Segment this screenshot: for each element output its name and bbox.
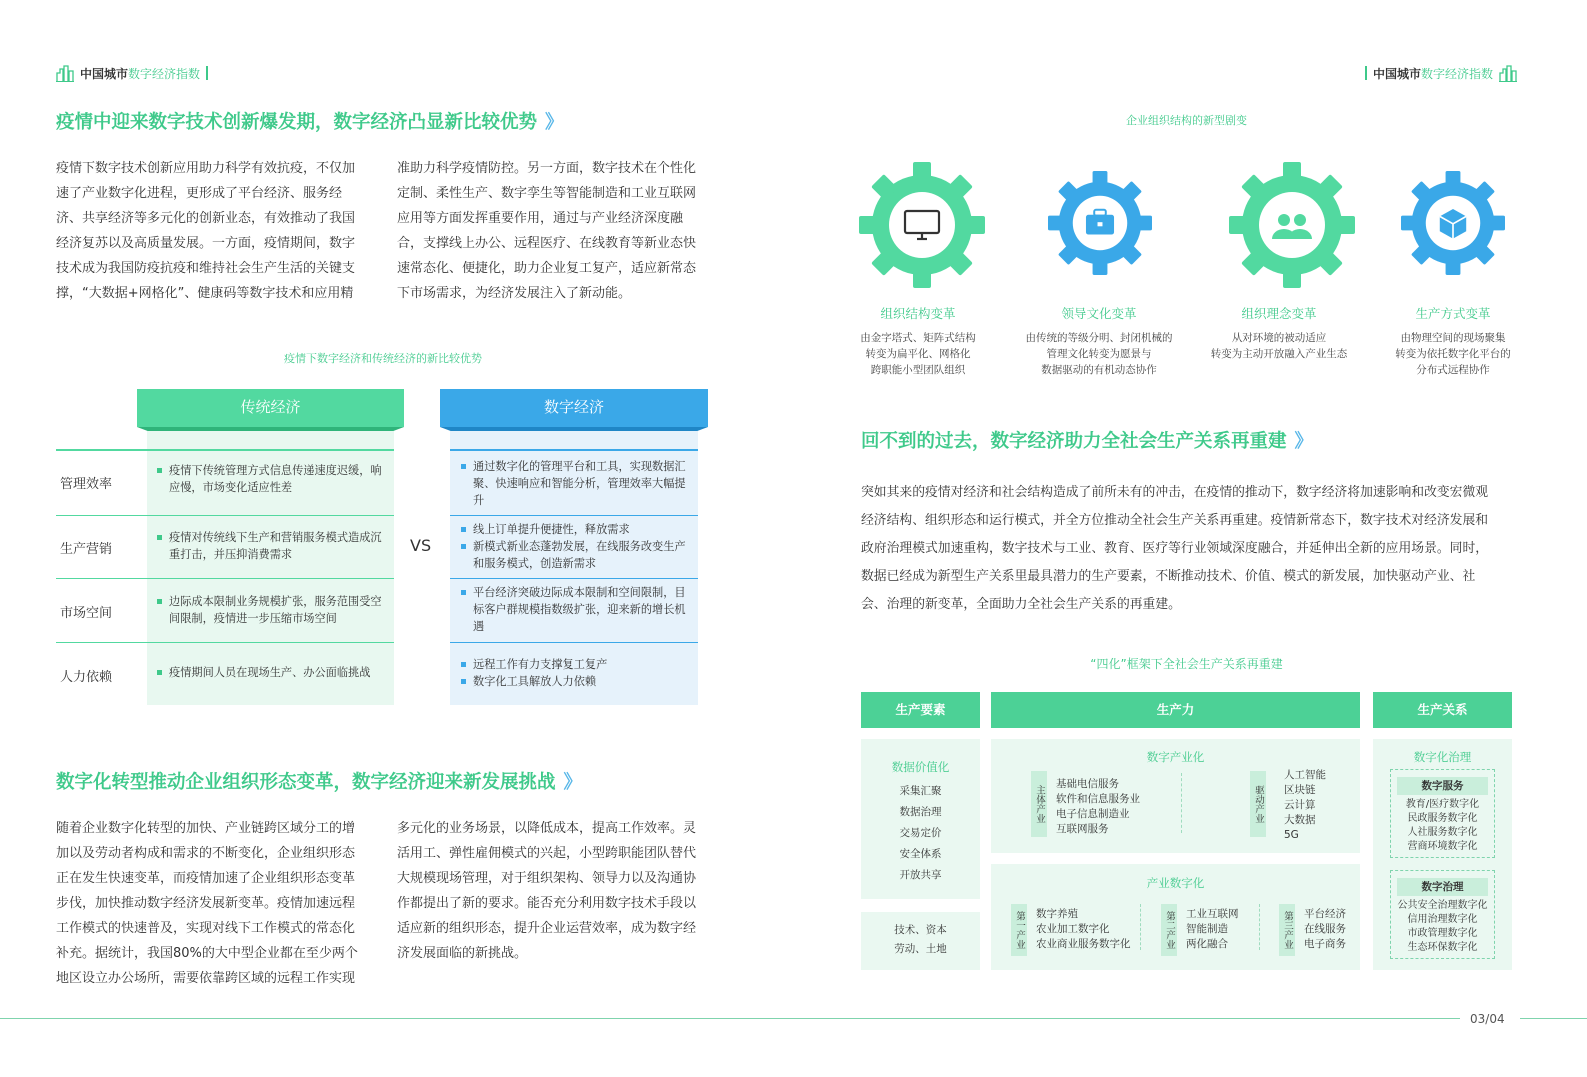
gear-shape [859, 162, 985, 288]
table-rule [56, 578, 394, 579]
framework-head-productivity: 生产力 [991, 692, 1360, 728]
gear-title: 组织结构变革 [880, 306, 956, 321]
tag-driving-industry: 驱动产业 [1250, 771, 1266, 837]
pane-title: 产业数字化 [1146, 876, 1205, 890]
traditional-cell: 边际成本限制业务规模扩张，服务范围受空间限制，疫情进一步压缩市场空间 [157, 593, 387, 627]
gear-desc: 由传统的等级分明、封闭机械的 管理文化转变为愿景与 数据驱动的有机动态协作 [1025, 332, 1173, 376]
chevron-double-icon: 》 [563, 772, 583, 793]
section1-col2: 准助力科学疫情防控。另一方面，数字技术在个性化 定制、柔性生产、数字孪生等智能制造和工业互联网 应用等方面发挥重要作用，通过与产业经济深度融 合，支撑线上办公、远程医疗、在线教育等新业态快 速常态化、便捷化，助力企业复工复产，适应新常态 下市场需求，为经济发展注入了新动能。 [397, 161, 697, 301]
pane-title: 数据价值化 [891, 760, 950, 774]
factor-list: 采集汇聚 数据治理 交易定价 安全体系 开放共享 [899, 785, 942, 881]
footer-rule [1520, 1018, 1587, 1019]
divider [1259, 904, 1260, 950]
brand-text: 中国城市 [80, 66, 129, 81]
brand-text: 中国城市 [1373, 66, 1422, 81]
gear-shape [1048, 171, 1152, 275]
table-rule [56, 515, 394, 516]
digital-governance-box: 数字治理 公共安全治理数字化 信用治理数字化 市政管理数字化 生态环保数字化 [1390, 870, 1495, 959]
gear-desc: 由物理空间的现场聚集 转变为依托数字化平台的 分布式远程协作 [1395, 332, 1511, 376]
traditional-factors-pane: 技术、资本 劳动、土地 [861, 912, 980, 970]
section-title-1: 疫情中迎来数字技术创新爆发期，数字经济凸显新比较优势 》 [56, 112, 564, 133]
gear-title: 组织理念变革 [1241, 306, 1317, 321]
gear-desc: 从对环境的被动适应 转变为主动开放融入产业生态 [1210, 332, 1348, 360]
row-label: 市场空间 [60, 606, 113, 621]
city-logo-icon [56, 64, 74, 82]
left-header [56, 64, 208, 82]
digital-cell: 线上订单提升便捷性，释放需求 新模式新业态蓬勃发展，在线服务改变生产和服务模式，创造新需求 [461, 521, 693, 572]
traditional-cell: 疫情对传统线下生产和营销服务模式造成沉重打击，并压抑消费需求 [157, 529, 387, 563]
tag-secondary-industry: 第二产业 [1161, 904, 1177, 956]
section2-col2: 多元化的业务场景，以降低成本，提高工作效率。灵 活用工、弹性雇佣模式的兴起，小型跨职能团队替代 大规模现场管理，对于组织架构、领导力以及沟通协 作都提出了新的要求。能否充分利用数字技术手段以 适应新的组织形态，提升企业运营效率，成为数字经 济发展面临的新挑战。 [397, 821, 697, 961]
framework-head-factors: 生产要素 [861, 692, 980, 728]
right-header [1365, 64, 1517, 82]
section-title-3: 回不到的过去，数字经济助力全社会生产关系再重建 》 [861, 431, 1314, 452]
chevron-double-icon: 》 [1294, 431, 1314, 452]
tag-primary-industry: 第一产业 [1011, 904, 1027, 956]
city-logo-icon [1499, 64, 1517, 82]
section3-body: 突如其来的疫情对经济和社会结构造成了前所未有的冲击，在疫情的推动下，数字经济将加速影响和改变宏微观 经济结构、组织形态和运行模式，并全方位推动全社会生产关系再重建。疫情新常态下，数字技术对经济发展和 政府治理模式加速重构，数字技术与工业、教育、医疗等行业领域深度融合，并延伸出全新的应用场景。同时， 数据已经成为新型生产关系里最具潜力的生产要素，不断推动技术、价值、模式的新发展，加快驱动产业、社 会、治理的新变革，全面助力全社会生产关系的再重建。 [861, 485, 1489, 612]
row-label: 人力依赖 [60, 670, 113, 685]
tag-tertiary-industry: 第三产业 [1279, 904, 1295, 956]
driving-industry-list: 人工智能 区块链 云计算 大数据 5G [1284, 769, 1326, 841]
header-divider [1365, 66, 1367, 80]
table-rule [450, 578, 698, 579]
gear-shape [1229, 162, 1355, 288]
header-digital: 数字经济 [440, 389, 708, 427]
header-traditional-shadow [137, 427, 404, 431]
tertiary-industry-list: 平台经济 在线服务 电子商务 [1304, 908, 1346, 950]
digital-cell: 通过数字化的管理平台和工具，实现数据汇聚、快速响应和智能分析，管理效率大幅提升 [461, 458, 693, 509]
gear-title: 生产方式变革 [1415, 306, 1491, 321]
divider [1181, 773, 1182, 833]
gear-title: 领导文化变革 [1061, 306, 1137, 321]
secondary-industry-list: 工业互联网 智能制造 两化融合 [1186, 908, 1239, 950]
table-rule [450, 449, 698, 451]
framework-caption: “四化”框架下全社会生产关系再重建 [1090, 657, 1283, 671]
table-rule [450, 642, 698, 643]
traditional-cell: 疫情期间人员在现场生产、办公面临挑战 [157, 664, 387, 681]
header-digital-shadow [440, 427, 708, 431]
section1-col1: 疫情下数字技术创新应用助力科学有效抗疫，不仅加 速了产业数字化进程，更形成了平台经济、服务经 济、共享经济等多元化的创新业态，有效推动了我国 经济复苏以及高质量发展。一方面，疫情期间，数字 技术成为我国防疫抗疫和维持社会生产生活的关键支 撑，“大数据+网格化”、健康码等数字技术和应用精 [56, 161, 356, 301]
brand-highlight: 数字经济指数 [128, 66, 201, 81]
row-label: 管理效率 [60, 477, 113, 492]
digital-cell: 平台经济突破边际成本限制和空间限制，目标客户群规模指数级扩张，迎来新的增长机遇 [461, 584, 693, 635]
header-traditional: 传统经济 [137, 389, 404, 427]
primary-industry-list: 数字养殖 农业加工数字化 农业商业服务数字化 [1036, 908, 1131, 950]
digital-service-box: 数字服务 教育/医疗数字化 民政服务数字化 人社服务数字化 营商环境数字化 [1390, 769, 1495, 858]
section-title-2: 数字化转型推动企业组织形态变革，数字经济迎来新发展挑战 》 [56, 772, 583, 793]
pane-title: 数字产业化 [1146, 750, 1205, 764]
pane-title: 数字化治理 [1413, 750, 1472, 764]
page-number: 03/04 [1470, 1012, 1505, 1026]
table-rule [450, 515, 698, 516]
header-divider [206, 66, 208, 80]
table-rule [56, 642, 394, 643]
gear-desc: 由金字塔式、矩阵式结构 转变为扁平化、网格化 跨职能小型团队组织 [860, 332, 976, 376]
framework-head-relations: 生产关系 [1373, 692, 1512, 728]
core-industry-list: 基础电信服务 软件和信息服务业 电子信息制造业 互联网服务 [1056, 778, 1140, 835]
divider [1140, 904, 1141, 950]
brand-highlight: 数字经济指数 [1421, 66, 1494, 81]
gear-shape [1401, 171, 1505, 275]
tag-core-industry: 主体产业 [1031, 771, 1047, 837]
comparison-caption: 疫情下数字经济和传统经济的新比较优势 [284, 352, 482, 365]
vs-label: VS [410, 536, 432, 555]
table-rule [56, 449, 394, 451]
footer-rule [0, 1018, 1460, 1019]
gears-caption: 企业组织结构的新型剧变 [1126, 114, 1247, 127]
section2-col1: 随着企业数字化转型的加快、产业链跨区域分工的增 加以及劳动者构成和需求的不断变化，企业组织形态 正在发生快速变革，而疫情加速了企业组织形态变革 步伐，加快推动数字经济发展新变革。疫情加速远程 工作模式的快速普及，实现对线下工作模式的常态化 补充。据统计，我国80%的大中型企业都在至少两个 地区设立办公场所，需要依靠跨区域的远程工作实现 [56, 821, 358, 986]
traditional-cell: 疫情下传统管理方式信息传递速度迟缓，响应慢，市场变化适应性差 [157, 462, 387, 496]
chevron-double-icon: 》 [545, 112, 564, 133]
digital-cell: 远程工作有力支撑复工复产 数字化工具解放人力依赖 [461, 656, 693, 690]
row-label: 生产营销 [60, 542, 113, 557]
data-value-pane [861, 739, 980, 899]
